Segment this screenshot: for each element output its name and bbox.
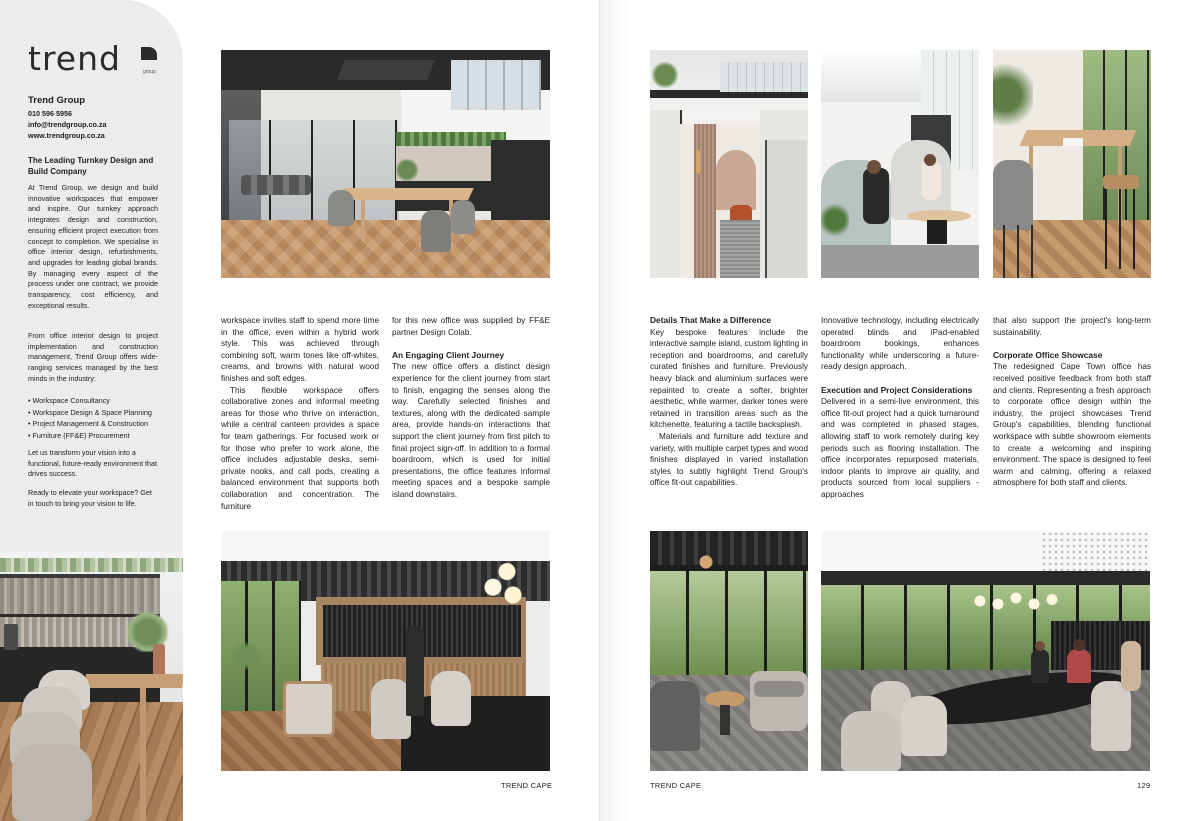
right-page-footer: TREND CAPE [650,781,702,790]
left-page-footer: TREND CAPE [501,781,553,790]
body-paragraph: The redesigned Cape Town office has received positive feedback from both staff and clients. Representing a fresh approach to corporate office design within the industry, the project showcases Trend Group's capabilities, blending functional workspace with subtle showroom elements to create a welcoming and inspiring environment. The space is designed to feel warm and calming, offering a relaxed atmosphere for both staff and clients. [993,362,1151,488]
body-paragraph: Innovative technology, including electrically operated blinds and iPad-enabled boardroom bookings, enhances functionality while underscoring a future-ready design approach. [821,316,979,372]
email-address: info@trendgroup.co.za [28,119,107,129]
list-item: • Furniture (FF&E) Procurement [28,430,130,440]
sidebar-kitchen-photo [0,552,183,821]
body-paragraph: workspace invites staff to spend more time in the office, even within a hybrid work style. This was achieved through combining soft, warm tones like off-whites, creams, and browns with natural wood finishes and soft edges. [221,316,379,383]
right-column-1 [650,315,808,489]
sidebar-intro-paragraph: At Trend Group, we design and build innovative workspaces that empower and inspire. Our turnkey approach integrates design and construction, ensuring efficient project execution from concept to completion. We specialise in office interior design, refurbishments, and upgrades for leading global brands. By managing every aspect of the process under one contract, we provide transparency, cost efficiency, and exceptional results. [28,183,158,310]
section-heading: Execution and Project Considerations [821,384,973,395]
meeting-pod-photo [821,50,979,278]
body-paragraph: Delivered in a semi-live environment, this office fit-out project had a quick turnaround and was completed in phased stages, allowing staff to work remotely during key periods such as flooring installation. The office incorporates repurposed materials, indoor plants to improve air quality, and products sourced from local suppliers - approaches [821,397,979,499]
services-list [28,395,158,441]
body-paragraph: for this new office was supplied by FF&E partner Design Colab. [392,316,550,337]
call-pod-photo [650,50,808,278]
logo-subtext: group [143,69,156,75]
body-paragraph: This flexible workspace offers collaborative zones and informal meeting areas for those who thrive on interaction, while a central canteen provides a space for team gatherings. For focused work or for those who prefer to work alone, the office includes adjustable desks, semi-private nooks, and call pods, creating a balanced environment that supports both collaboration and concentration. The furniture [221,385,379,511]
sidebar-heading: The Leading Turnkey Design and Build Company [28,156,154,176]
sidebar-vision-paragraph: Let us transform your vision into a functional, future-ready environment that drives success. [28,448,158,479]
large-boardroom-photo [821,531,1150,771]
section-heading: Corporate Office Showcase [993,349,1103,360]
section-heading: Details That Make a Difference [650,315,772,325]
contact-block [28,109,158,141]
body-paragraph: that also support the project's long-term sustainability. [993,316,1151,337]
right-column-2 [821,315,979,501]
body-paragraph: Key bespoke features include the interactive sample island, custom lighting in reception and boardrooms, and carefully curated finishes and furniture. Previously heavy black and aluminium surfaces were repainted to create a softer, brighter aesthetic, while warmer, darker tones were retained in transition areas such as the kitchenette, featuring a tactile backsplash. [650,327,808,430]
trend-group-logo [28,39,158,81]
boardroom-photo [221,50,550,278]
company-name: Trend Group [28,95,85,106]
page-shade [601,0,631,821]
body-paragraph: Materials and furniture add texture and variety, with multiple carpet types and wood finishes displayed in varied installation styles to subtly highlight Trend Group's office fit-out capabilities. [650,431,808,488]
right-column-3 [993,315,1151,489]
breakout-table-photo [993,50,1151,278]
left-column-1 [221,315,379,512]
logo-wordmark: trend [28,39,121,78]
left-column-2 [392,315,550,501]
section-heading: An Engaging Client Journey [392,349,505,360]
body-paragraph: The new office offers a distinct design experience for the client journey from start to finish, engaging the senses along the way. Carefully selected finishes and textures, along with the dedicated sample area, provide hands-on interactions that support the client journey from first pitch to final project sign-off. In addition to a formal boardroom, which is used for initial presentations, the office features informal meeting spaces and a bespoke sample island downstairs. [392,362,550,499]
company-sidebar [0,0,183,821]
list-item: • Workspace Consultancy [28,396,110,405]
website-url: www.trendgroup.co.za [28,130,105,140]
sidebar-services-intro: From office interior design to project implementation and construction management, Trend Group offers wide-ranging services managed by the best minds in the industry: [28,331,158,383]
list-item: • Workspace Design & Space Planning [28,407,152,417]
list-item: • Project Management & Construction [28,419,148,428]
page-number: 129 [1137,781,1151,790]
lounge-photo [221,531,550,771]
logo-flag-icon [141,47,157,60]
lounge-sofa-photo [650,531,808,771]
sidebar-cta-paragraph: Ready to elevate your workspace? Get in touch to bring your vision to life. [28,488,152,508]
phone-number: 010 596 5956 [28,109,72,118]
